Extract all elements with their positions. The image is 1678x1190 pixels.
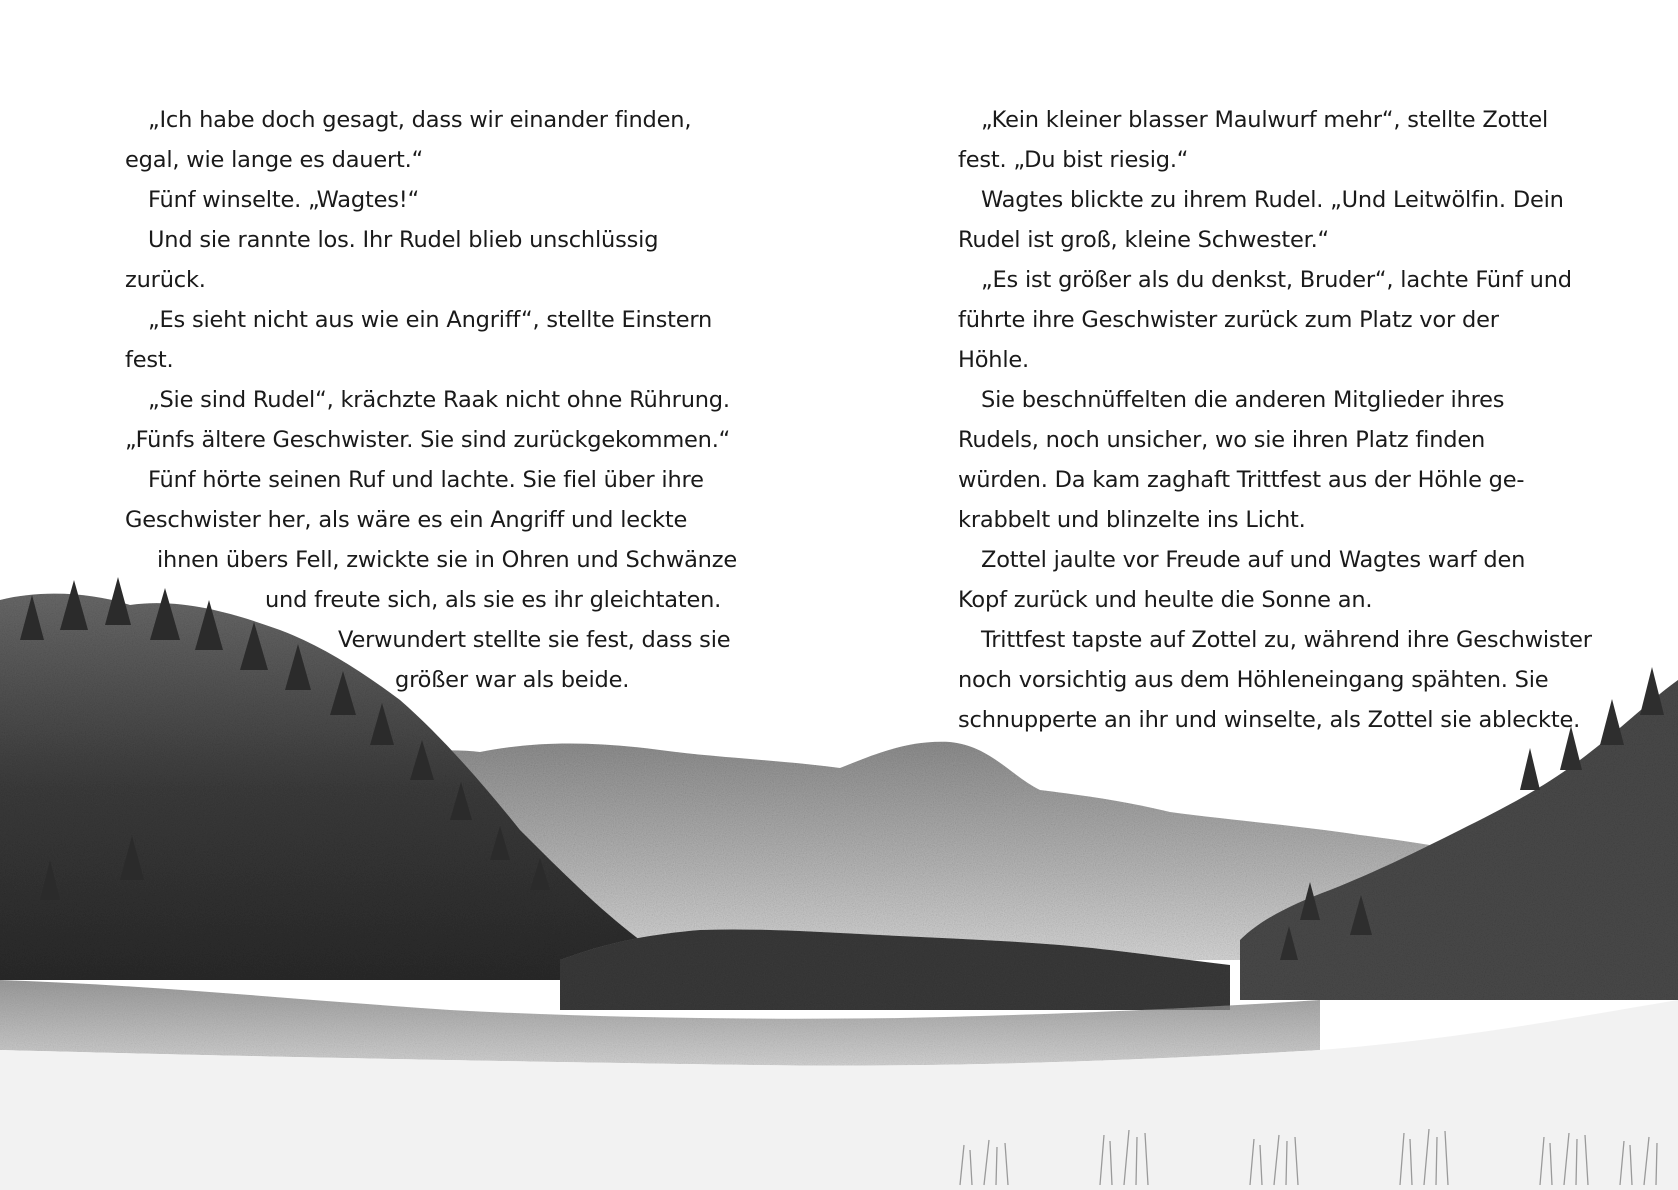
text-line: egal, wie lange es dauert.“ [125, 147, 424, 173]
text-line: zurück. [125, 267, 206, 293]
text-line: und freute sich, als sie es ihr gleichtaten. [265, 587, 722, 613]
text-line: noch vorsichtig aus dem Höhleneingang spähten. Sie [958, 667, 1549, 693]
text-line: Verwundert stellte sie fest, dass sie [338, 627, 731, 653]
text-line: Höhle. [958, 347, 1029, 373]
text-line: Trittfest tapste auf Zottel zu, während ihre Geschwister [981, 627, 1592, 653]
text-line: größer war als beide. [395, 667, 630, 693]
text-line: „Es ist größer als du denkst, Bruder“, lachte Fünf und [981, 267, 1572, 293]
text-line: würden. Da kam zaghaft Trittfest aus der Höhle ge- [958, 467, 1525, 493]
text-line: fest. [125, 347, 174, 373]
text-line: „Kein kleiner blasser Maulwurf mehr“, stellte Zottel [981, 107, 1549, 133]
text-line: „Fünfs ältere Geschwister. Sie sind zurückgekommen.“ [125, 427, 731, 453]
text-line: Fünf hörte seinen Ruf und lachte. Sie fiel über ihre [148, 467, 704, 493]
text-line: Rudel ist groß, kleine Schwester.“ [958, 227, 1330, 253]
text-line: Zottel jaulte vor Freude auf und Wagtes warf den [981, 547, 1526, 573]
text-line: Wagtes blickte zu ihrem Rudel. „Und Leitwölfin. Dein [981, 187, 1564, 213]
text-line: „Ich habe doch gesagt, dass wir einander finden, [148, 107, 692, 133]
text-line: fest. „Du bist riesig.“ [958, 147, 1189, 173]
text-line: ihnen übers Fell, zwickte sie in Ohren und Schwänze [157, 547, 737, 573]
text-line: Kopf zurück und heulte die Sonne an. [958, 587, 1373, 613]
text-line: führte ihre Geschwister zurück zum Platz vor der [958, 307, 1499, 333]
right-page [958, 100, 1592, 740]
text-line: Sie beschnüffelten die anderen Mitglieder ihres [981, 387, 1505, 413]
text-line: Rudels, noch unsicher, wo sie ihren Platz finden [958, 427, 1486, 453]
text-line: Geschwister her, als wäre es ein Angriff und leckte [125, 507, 688, 533]
text-line: „Sie sind Rudel“, krächzte Raak nicht ohne Rührung. [148, 387, 730, 413]
text-line: Fünf winselte. „Wagtes!“ [148, 187, 420, 213]
text-line: „Es sieht nicht aus wie ein Angriff“, stellte Einstern [148, 307, 713, 333]
text-line: schnupperte an ihr und winselte, als Zottel sie ableckte. [958, 707, 1581, 733]
text-line: Und sie rannte los. Ihr Rudel blieb unschlüssig [148, 227, 659, 253]
left-page [125, 100, 737, 700]
text-line: krabbelt und blinzelte ins Licht. [958, 507, 1306, 533]
